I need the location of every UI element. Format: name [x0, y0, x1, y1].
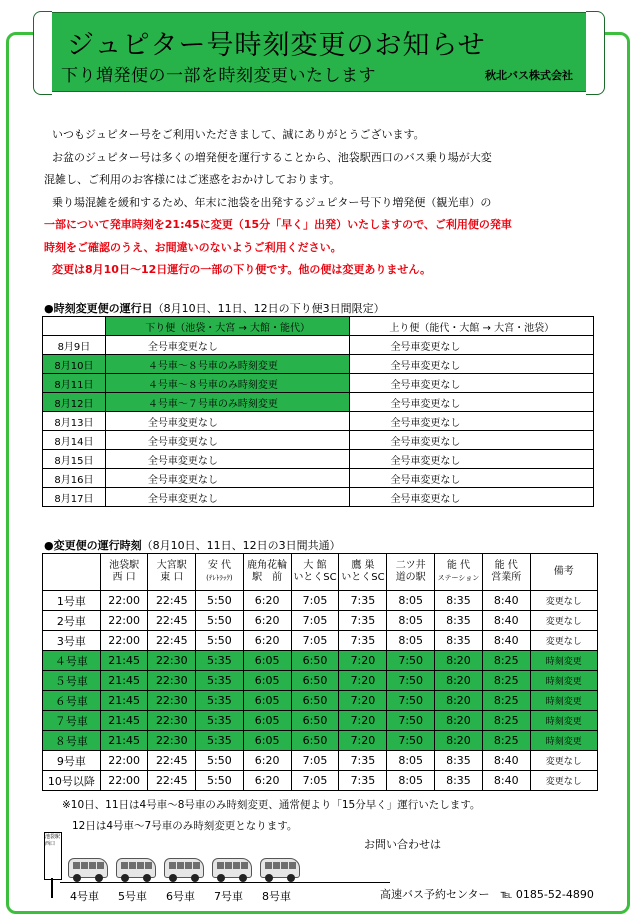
time-cell: 21:45 — [100, 711, 148, 731]
bus-window — [145, 862, 152, 869]
timetable-row — [43, 631, 598, 651]
time-cell: 8:40 — [482, 631, 530, 651]
time-cell: 6:50 — [291, 651, 339, 671]
time-cell: 8:35 — [435, 771, 483, 791]
bus-window — [185, 862, 192, 869]
stop-name: 二ツ井 — [395, 560, 426, 571]
bus-stop-pole — [51, 878, 53, 898]
time-cell: 6:05 — [243, 671, 291, 691]
time-cell: 8:05 — [387, 771, 435, 791]
time-cell: 8:25 — [482, 651, 530, 671]
time-cell: 8:05 — [387, 751, 435, 771]
date-cell: 8月12日 — [43, 393, 106, 412]
bus-window — [73, 862, 80, 869]
date-table — [42, 316, 594, 507]
time-cell: 8:40 — [482, 611, 530, 631]
bus-label: 6号車 — [166, 890, 195, 903]
down-cell: ４号車～８号車のみ時刻変更 — [105, 355, 350, 374]
section2-heading-note: （8月10日、11日、12日の3日間共通） — [141, 539, 341, 552]
bus-wheel — [121, 874, 129, 882]
bus-wheel — [169, 874, 177, 882]
header-up: 上り便（能代・大館 → 大宮・池袋） — [350, 317, 594, 336]
stop-header — [339, 554, 387, 591]
up-cell: 全号車変更なし — [350, 393, 594, 412]
date-cell: 8月11日 — [43, 374, 106, 393]
date-cell: 8月9日 — [43, 336, 106, 355]
time-cell: 8:25 — [482, 671, 530, 691]
bus-illustration — [44, 832, 364, 902]
date-cell: 8月14日 — [43, 431, 106, 450]
bus-label: 7号車 — [214, 890, 243, 903]
tel-icon: ℡ — [500, 888, 513, 901]
timetable-row — [43, 591, 598, 611]
note-cell: 時刻変更 — [530, 731, 597, 751]
timetable — [42, 553, 598, 791]
bus-wheel — [287, 874, 295, 882]
time-cell: 7:50 — [387, 711, 435, 731]
up-cell: 全号車変更なし — [350, 355, 594, 374]
time-cell: 22:30 — [148, 691, 196, 711]
bus-window — [137, 862, 144, 869]
time-cell: 5:35 — [196, 731, 244, 751]
bus-window — [281, 862, 288, 869]
section1-heading-note: （8月10日、11日、12日の下り便3日間限定） — [152, 302, 385, 315]
up-cell: 全号車変更なし — [350, 431, 594, 450]
time-cell: 7:35 — [339, 751, 387, 771]
contact-tel: 0185-52-4890 — [515, 888, 594, 901]
time-cell: 21:45 — [100, 651, 148, 671]
timetable-row — [43, 771, 598, 791]
time-cell: 7:05 — [291, 611, 339, 631]
section1-heading-label: ●時刻変更便の運行日 — [44, 302, 153, 315]
contact-heading: お問い合わせは — [364, 838, 441, 851]
time-cell: 5:35 — [196, 671, 244, 691]
bus-window — [273, 862, 280, 869]
stop-name: 大 館 — [303, 560, 327, 571]
note-cell: 変更なし — [530, 591, 597, 611]
stop-header — [387, 554, 435, 591]
date-row — [43, 393, 594, 412]
bus-window — [241, 862, 248, 869]
time-cell: 6:50 — [291, 731, 339, 751]
section2-heading — [44, 537, 341, 553]
timetable-row — [43, 671, 598, 691]
time-cell: 7:50 — [387, 671, 435, 691]
time-cell: 5:50 — [196, 631, 244, 651]
date-row — [43, 488, 594, 507]
stop-name: 能 代 — [446, 560, 471, 571]
bus-label: 5号車 — [118, 890, 147, 903]
stop-name: 鹿角花輪 — [247, 560, 288, 571]
time-cell: 8:40 — [482, 771, 530, 791]
car-cell: 9号車 — [43, 751, 101, 771]
down-cell: ４号車～８号車のみ時刻変更 — [105, 374, 350, 393]
bus-window — [121, 862, 128, 869]
down-cell: 全号車変更なし — [105, 488, 350, 507]
time-cell: 22:30 — [148, 671, 196, 691]
stop-detail: 営業所 — [491, 572, 522, 583]
bus-window — [265, 862, 272, 869]
date-row — [43, 374, 594, 393]
time-cell: 8:05 — [387, 611, 435, 631]
car-cell: ４号車 — [43, 651, 101, 671]
time-cell: 7:05 — [291, 631, 339, 651]
stop-header — [291, 554, 339, 591]
time-cell: 22:00 — [100, 771, 148, 791]
time-cell: 7:20 — [339, 651, 387, 671]
bus-wheel — [265, 874, 273, 882]
bus-icon — [212, 858, 252, 903]
stop-detail: 駅 前 — [252, 572, 283, 583]
section1-heading — [44, 300, 385, 316]
intro-line-alert: 変更は8月10日～12日運行の一部の下り便です。他の便は変更ありません。 — [52, 263, 432, 276]
header-blank — [43, 317, 106, 336]
time-cell: 7:50 — [387, 651, 435, 671]
time-cell: 7:20 — [339, 671, 387, 691]
time-cell: 8:40 — [482, 751, 530, 771]
timetable-row — [43, 611, 598, 631]
time-cell: 6:20 — [243, 751, 291, 771]
time-cell: 22:45 — [148, 611, 196, 631]
time-cell: 22:45 — [148, 591, 196, 611]
bus-wheel — [191, 874, 199, 882]
stop-detail: いとくSC — [341, 572, 385, 583]
bus-window — [289, 862, 296, 869]
stop-header — [435, 554, 483, 591]
contact-center: 高速バス予約センター — [380, 888, 490, 901]
time-cell: 8:20 — [435, 671, 483, 691]
date-row — [43, 336, 594, 355]
note-cell: 変更なし — [530, 751, 597, 771]
bus-wheel — [73, 874, 81, 882]
time-cell: 7:35 — [339, 631, 387, 651]
timetable-row — [43, 751, 598, 771]
stop-name: 安 代 — [207, 560, 231, 571]
bus-wheel — [95, 874, 103, 882]
time-cell: 7:50 — [387, 731, 435, 751]
time-cell: 6:05 — [243, 711, 291, 731]
up-cell: 全号車変更なし — [350, 469, 594, 488]
intro-line: いつもジュピター号をご利用いただきまして、誠にありがとうございます。 — [52, 128, 425, 141]
time-cell: 5:50 — [196, 611, 244, 631]
bus-icon — [68, 858, 108, 903]
title-banner — [46, 12, 592, 92]
time-cell: 21:45 — [100, 731, 148, 751]
time-cell: 8:05 — [387, 591, 435, 611]
time-cell: 6:50 — [291, 711, 339, 731]
stop-header — [196, 554, 244, 591]
timetable-row — [43, 711, 598, 731]
time-cell: 6:05 — [243, 651, 291, 671]
bus-window — [129, 862, 136, 869]
down-cell: 全号車変更なし — [105, 412, 350, 431]
time-cell: 5:50 — [196, 751, 244, 771]
date-cell: 8月16日 — [43, 469, 106, 488]
bus-wheel — [217, 874, 225, 882]
bus-label: 8号車 — [262, 890, 291, 903]
stop-header — [243, 554, 291, 591]
car-cell: 1号車 — [43, 591, 101, 611]
bus-stop-sign — [44, 832, 62, 880]
time-cell: 8:35 — [435, 611, 483, 631]
time-cell: 5:35 — [196, 691, 244, 711]
time-cell: 6:20 — [243, 631, 291, 651]
car-cell: 3号車 — [43, 631, 101, 651]
note-cell: 変更なし — [530, 611, 597, 631]
stop-detail: 東 口 — [160, 572, 184, 583]
time-cell: 5:35 — [196, 651, 244, 671]
header-blank — [43, 554, 101, 591]
date-table-header — [43, 317, 594, 336]
footnote-2: 12日は4号車～7号車のみ時刻変更となります。 — [72, 820, 298, 832]
timetable-header — [43, 554, 598, 591]
stop-detail: 西 口 — [112, 572, 136, 583]
time-cell: 21:45 — [100, 691, 148, 711]
time-cell: 6:05 — [243, 691, 291, 711]
time-cell: 22:00 — [100, 631, 148, 651]
stop-name: 池袋駅 — [109, 560, 140, 571]
bus-window — [217, 862, 224, 869]
up-cell: 全号車変更なし — [350, 450, 594, 469]
time-cell: 7:05 — [291, 751, 339, 771]
date-row — [43, 469, 594, 488]
time-cell: 8:25 — [482, 691, 530, 711]
stop-name: 大宮駅 — [156, 560, 187, 571]
intro-text — [44, 124, 604, 282]
date-cell: 8月15日 — [43, 450, 106, 469]
time-cell: 8:20 — [435, 691, 483, 711]
car-cell: ６号車 — [43, 691, 101, 711]
note-cell: 時刻変更 — [530, 671, 597, 691]
time-cell: 6:20 — [243, 591, 291, 611]
time-cell: 7:35 — [339, 611, 387, 631]
time-cell: 6:20 — [243, 771, 291, 791]
time-cell: 8:35 — [435, 631, 483, 651]
time-cell: 6:50 — [291, 671, 339, 691]
time-cell: 22:00 — [100, 751, 148, 771]
time-cell: 7:05 — [291, 771, 339, 791]
bus-wheel — [143, 874, 151, 882]
time-cell: 5:50 — [196, 591, 244, 611]
timetable-row — [43, 651, 598, 671]
note-cell: 時刻変更 — [530, 711, 597, 731]
bus-wheel — [239, 874, 247, 882]
time-cell: 8:20 — [435, 651, 483, 671]
page-subtitle: 下り増発便の一部を時刻変更いたします — [61, 66, 376, 86]
bus-window — [233, 862, 240, 869]
time-cell: 8:35 — [435, 751, 483, 771]
time-cell: 6:05 — [243, 731, 291, 751]
time-cell: 8:20 — [435, 731, 483, 751]
time-cell: 22:45 — [148, 751, 196, 771]
time-cell: 22:45 — [148, 631, 196, 651]
time-cell: 7:50 — [387, 691, 435, 711]
time-cell: 22:30 — [148, 731, 196, 751]
stop-detail: (ﾃﾚﾄﾗｯｸ) — [206, 574, 233, 582]
time-cell: 5:35 — [196, 711, 244, 731]
car-cell: 10号以降 — [43, 771, 101, 791]
date-cell: 8月13日 — [43, 412, 106, 431]
car-cell: ８号車 — [43, 731, 101, 751]
bus-window — [177, 862, 184, 869]
time-cell: 8:20 — [435, 711, 483, 731]
bus-window — [97, 862, 104, 869]
section2-heading-label: ●変更便の運行時刻 — [44, 539, 142, 552]
footnote-1: ※10日、11日は4号車～8号車のみ時刻変更、通常便より「15分早く」運行いたします。 — [62, 799, 481, 811]
down-cell: ４号車～７号車のみ時刻変更 — [105, 393, 350, 412]
date-row — [43, 355, 594, 374]
car-cell: ５号車 — [43, 671, 101, 691]
stop-detail: ステーション — [437, 574, 480, 582]
time-cell: 8:40 — [482, 591, 530, 611]
header-down: 下り便（池袋・大宮 → 大館・能代） — [105, 317, 350, 336]
timetable-row — [43, 691, 598, 711]
up-cell: 全号車変更なし — [350, 336, 594, 355]
time-cell: 7:20 — [339, 711, 387, 731]
time-cell: 22:00 — [100, 611, 148, 631]
bus-window — [169, 862, 176, 869]
up-cell: 全号車変更なし — [350, 412, 594, 431]
bus-icon — [116, 858, 156, 903]
stop-name: 鷹 巣 — [351, 560, 375, 571]
bus-label: 4号車 — [70, 890, 99, 903]
timetable-row — [43, 731, 598, 751]
time-cell: 21:45 — [100, 671, 148, 691]
time-cell: 8:35 — [435, 591, 483, 611]
bus-window — [81, 862, 88, 869]
intro-line-alert: 時刻をご確認のうえ、お間違いのないようご利用ください。 — [44, 240, 342, 254]
stop-header — [100, 554, 148, 591]
bus-window — [193, 862, 200, 869]
contact-line — [380, 886, 594, 902]
stop-header — [482, 554, 530, 591]
stop-detail: いとくSC — [293, 572, 337, 583]
note-header: 備考 — [530, 554, 597, 591]
bus-window — [225, 862, 232, 869]
time-cell: 7:35 — [339, 591, 387, 611]
time-cell: 5:50 — [196, 771, 244, 791]
down-cell: 全号車変更なし — [105, 469, 350, 488]
time-cell: 7:20 — [339, 691, 387, 711]
note-cell: 変更なし — [530, 631, 597, 651]
date-cell: 8月10日 — [43, 355, 106, 374]
time-cell: 6:20 — [243, 611, 291, 631]
time-cell: 8:05 — [387, 631, 435, 651]
intro-line: 混雑し、ご利用のお客様にはご迷惑をおかけしております。 — [44, 173, 341, 186]
date-cell: 8月17日 — [43, 488, 106, 507]
time-cell: 22:00 — [100, 591, 148, 611]
note-cell: 時刻変更 — [530, 651, 597, 671]
time-cell: 22:30 — [148, 711, 196, 731]
date-row — [43, 431, 594, 450]
date-row — [43, 450, 594, 469]
time-cell: 7:05 — [291, 591, 339, 611]
time-cell: 22:30 — [148, 651, 196, 671]
down-cell: 全号車変更なし — [105, 431, 350, 450]
car-cell: 2号車 — [43, 611, 101, 631]
car-cell: ７号車 — [43, 711, 101, 731]
date-row — [43, 412, 594, 431]
down-cell: 全号車変更なし — [105, 450, 350, 469]
bus-stop-sign-text: 池袋駅西口 — [45, 834, 61, 847]
bus-icon — [164, 858, 204, 903]
page-title: ジュピター号時刻変更のお知らせ — [67, 30, 486, 61]
bus-window — [89, 862, 96, 869]
time-cell: 6:50 — [291, 691, 339, 711]
note-cell: 時刻変更 — [530, 691, 597, 711]
time-cell: 7:20 — [339, 731, 387, 751]
up-cell: 全号車変更なし — [350, 488, 594, 507]
bus-icon — [260, 858, 300, 903]
stop-detail: 道の駅 — [395, 572, 426, 583]
note-cell: 変更なし — [530, 771, 597, 791]
down-cell: 全号車変更なし — [105, 336, 350, 355]
up-cell: 全号車変更なし — [350, 374, 594, 393]
time-cell: 7:35 — [339, 771, 387, 791]
time-cell: 8:25 — [482, 731, 530, 751]
company-name: 秋北バス株式会社 — [485, 69, 573, 82]
time-cell: 22:45 — [148, 771, 196, 791]
intro-line: お盆のジュピター号は多くの増発便を運行することから、池袋駅西口のバス乗り場が大変 — [52, 150, 492, 164]
intro-line: 乗り場混雑を緩和するため、年末に池袋を出発するジュピター号下り増発便（観光車）の — [52, 195, 492, 209]
intro-line-alert: 一部について発車時刻を21:45に変更（15分「早く」出発）いたしますので、ご利用便の発車 — [44, 218, 512, 231]
time-cell: 8:25 — [482, 711, 530, 731]
stop-name: 能 代 — [494, 560, 518, 571]
stop-header — [148, 554, 196, 591]
